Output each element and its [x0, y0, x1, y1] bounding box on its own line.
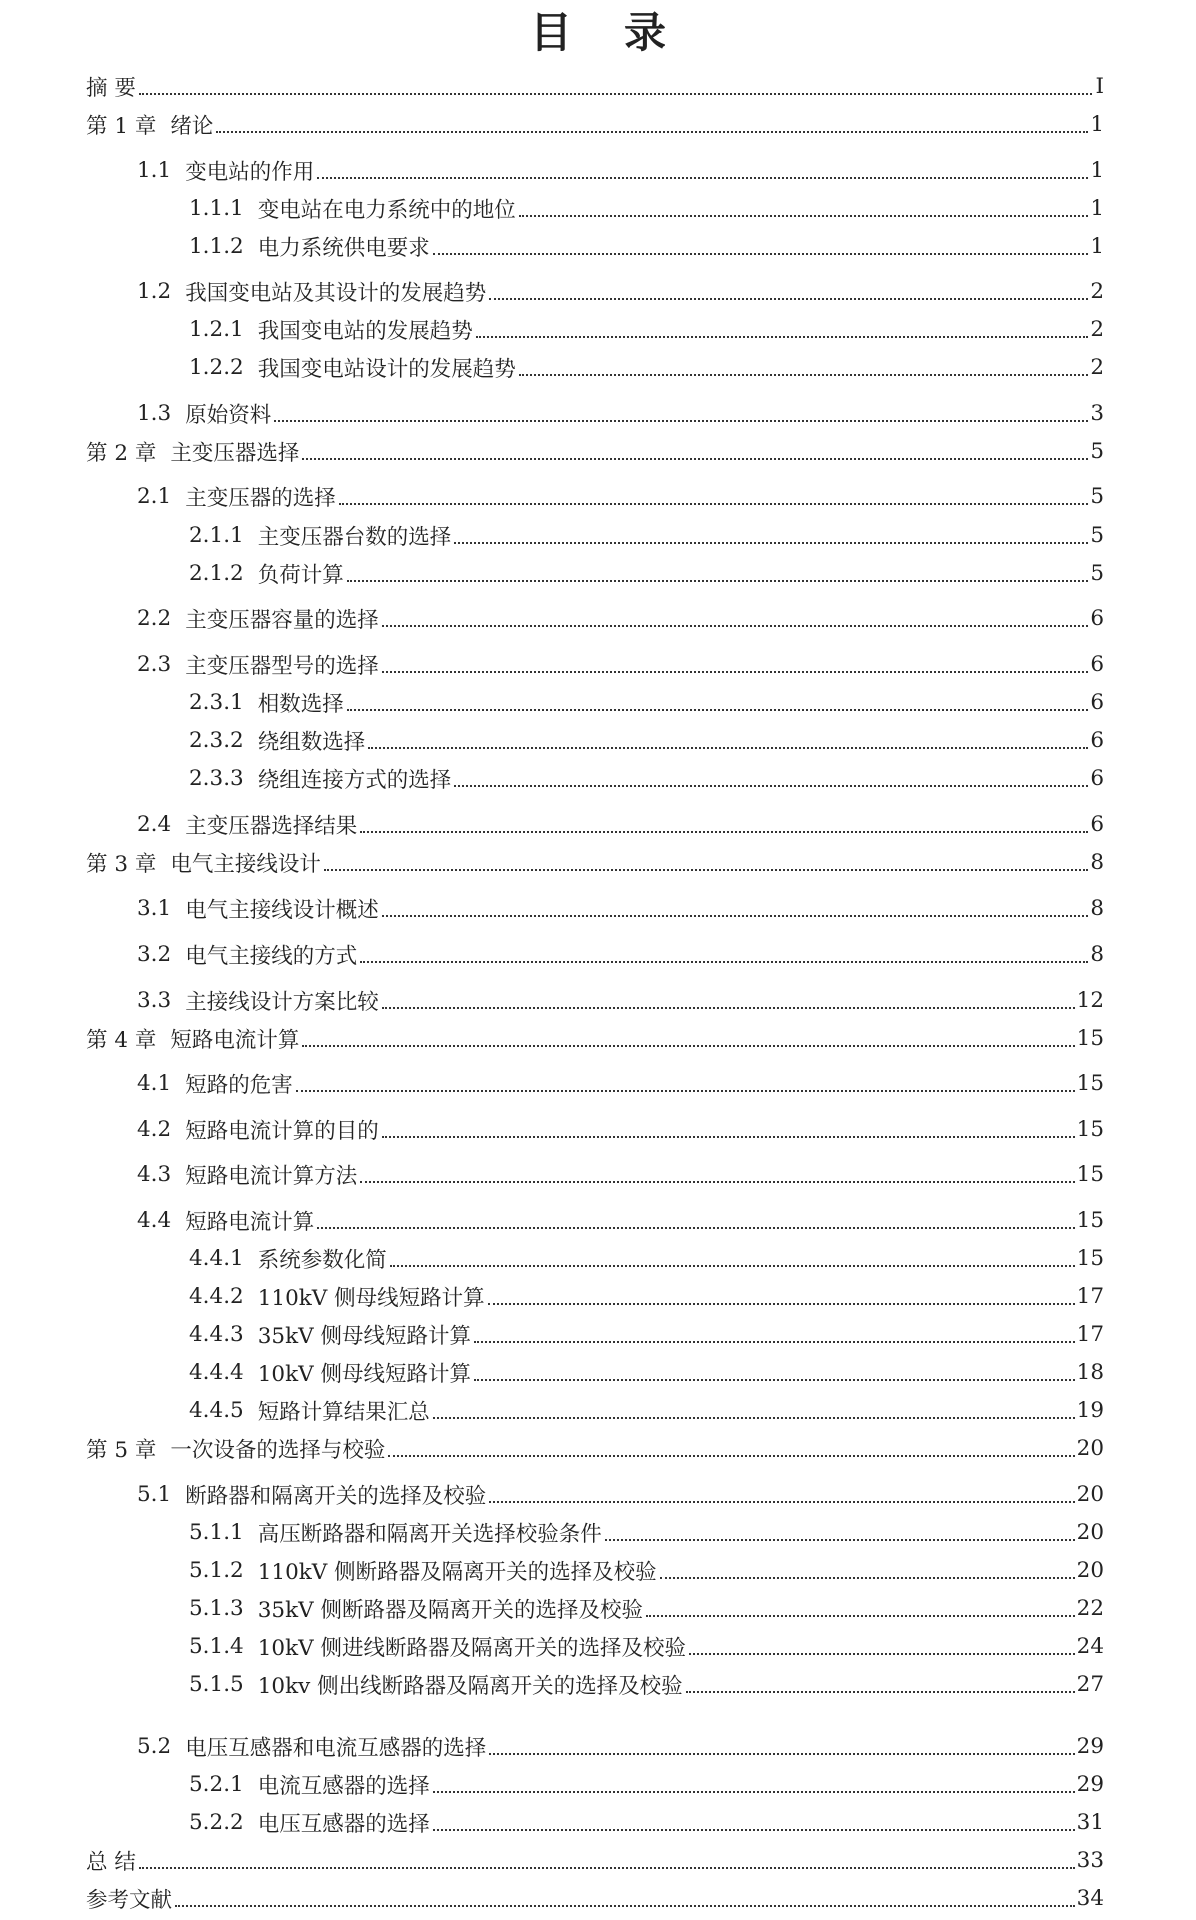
dot-leader [489, 1501, 1074, 1503]
toc-entry-page-number: 22 [1076, 1595, 1104, 1621]
toc-entry [86, 1882, 1104, 1914]
toc-entry-number: 1.3 [137, 400, 172, 426]
toc-entry-title: 短路电流计算 [185, 1209, 315, 1235]
dot-leader [360, 831, 1088, 833]
toc-entry-title: 10kV 侧进线断路器及隔离开关的选择及校验 [257, 1635, 686, 1661]
toc-entry-number: 第 2 章 [86, 440, 157, 466]
toc-entry [189, 1318, 1104, 1350]
toc-entry-title: 电压互感器和电流互感器的选择 [185, 1735, 487, 1761]
toc-entry-number: 4.4.2 [189, 1283, 244, 1309]
toc-entry [137, 1730, 1104, 1762]
toc-entry-page-number: 2 [1090, 354, 1104, 380]
toc-entry [189, 1394, 1104, 1426]
toc-entry-page-number: I [1095, 73, 1104, 99]
toc-entry-page-number: 15 [1076, 1116, 1104, 1142]
toc-entry-title: 35kV 侧断路器及隔离开关的选择及校验 [257, 1597, 643, 1623]
toc-entry [189, 1356, 1104, 1388]
dot-leader [274, 420, 1088, 422]
toc-entry-title: 一次设备的选择与校验 [170, 1437, 386, 1463]
toc-entry [189, 1554, 1104, 1586]
toc-entry [137, 154, 1104, 186]
toc-entry [137, 1067, 1104, 1099]
toc-entry-number: 2.1 [137, 483, 172, 509]
toc-entry-page-number: 6 [1090, 605, 1104, 631]
toc-entry-page-number: 20 [1076, 1519, 1104, 1545]
dot-leader [347, 709, 1089, 711]
toc-entry-title: 主变压器型号的选择 [185, 653, 379, 679]
dot-leader [488, 1303, 1075, 1305]
toc-entry-number: 5.1.2 [189, 1557, 244, 1583]
dot-leader [368, 747, 1088, 749]
toc-entry [137, 397, 1104, 429]
toc-entry-page-number: 6 [1090, 689, 1104, 715]
toc-entry [189, 686, 1104, 718]
dot-leader [474, 1341, 1075, 1343]
toc-entry-page-number: 19 [1076, 1397, 1104, 1423]
toc-entry-number: 2.3 [137, 651, 172, 677]
toc-entry-number: 1.2.1 [189, 316, 244, 342]
toc-entry-page-number: 24 [1076, 1633, 1104, 1659]
toc-entry-page-number: 15 [1076, 1161, 1104, 1187]
toc-entry-number: 第 5 章 [86, 1437, 157, 1463]
toc-entry-title: 电压互感器的选择 [257, 1811, 430, 1837]
toc-entry [189, 1768, 1104, 1800]
toc-entry-number: 5.2 [137, 1733, 172, 1759]
toc-entry-page-number: 5 [1090, 560, 1104, 586]
toc-entry-page-number: 18 [1076, 1359, 1104, 1385]
dot-leader [324, 869, 1088, 871]
toc-entry-page-number: 33 [1076, 1847, 1104, 1873]
dot-leader [382, 625, 1089, 627]
toc-entry-title: 短路电流计算的目的 [185, 1118, 379, 1144]
dot-leader [433, 1829, 1075, 1831]
toc-entry [189, 1280, 1104, 1312]
toc-entry-title: 主变压器的选择 [185, 485, 336, 511]
toc-entry-title: 断路器和隔离开关的选择及校验 [185, 1483, 487, 1509]
toc-entry-page-number: 15 [1076, 1025, 1104, 1051]
toc-entry [137, 984, 1104, 1016]
dot-leader [302, 1045, 1074, 1047]
toc-entry-page-number: 6 [1090, 811, 1104, 837]
toc-entry-number: 5.2.2 [189, 1809, 244, 1835]
toc-entry [137, 1478, 1104, 1510]
toc-entry-page-number: 1 [1090, 233, 1104, 259]
toc-entry-title: 主变压器选择 [170, 440, 300, 466]
toc-entry [86, 846, 1104, 878]
toc-entry-number: 3.1 [137, 895, 172, 921]
toc-entry [86, 108, 1104, 140]
toc-entry-page-number: 1 [1090, 157, 1104, 183]
toc-entry [137, 1158, 1104, 1190]
toc-entry-number: 第 4 章 [86, 1027, 157, 1053]
toc-entry-title: 10kv 侧出线断路器及隔离开关的选择及校验 [257, 1673, 683, 1699]
toc-entry-page-number: 15 [1076, 1245, 1104, 1271]
dot-leader [489, 1753, 1074, 1755]
dot-leader [317, 1227, 1074, 1229]
toc-entry-page-number: 27 [1076, 1671, 1104, 1697]
toc-entry-number: 5.2.1 [189, 1771, 244, 1797]
toc-entry-page-number: 1 [1090, 111, 1104, 137]
toc-entry-title: 短路电流计算方法 [185, 1163, 358, 1189]
toc-entry-page-number: 17 [1076, 1283, 1104, 1309]
dot-leader [433, 1791, 1075, 1793]
toc-entry-title: 我国变电站及其设计的发展趋势 [185, 280, 487, 306]
toc-entry-title: 主变压器台数的选择 [257, 524, 452, 550]
toc-entry-title: 10kV 侧母线短路计算 [257, 1361, 471, 1387]
dot-leader [302, 458, 1088, 460]
toc-entry-page-number: 5 [1090, 438, 1104, 464]
toc-entry-number: 5.1.3 [189, 1595, 244, 1621]
toc-entry-title: 系统参数化简 [257, 1247, 387, 1273]
toc-entry [137, 480, 1104, 512]
toc-entry-title: 主变压器选择结果 [185, 813, 358, 839]
dot-leader [433, 253, 1089, 255]
dot-leader [360, 1181, 1074, 1183]
dot-leader [390, 1265, 1075, 1267]
toc-entry-title: 主接线设计方案比较 [185, 989, 379, 1015]
toc-entry [189, 1516, 1104, 1548]
toc-entry-number: 1.1.1 [189, 195, 244, 221]
toc-entry [86, 1432, 1104, 1464]
toc-entry [189, 1592, 1104, 1624]
toc-entry-number: 第 1 章 [86, 113, 157, 139]
toc-entry-number: 5.1.1 [189, 1519, 244, 1545]
toc-entry-number: 1.2 [137, 278, 172, 304]
toc-entry [86, 70, 1104, 102]
toc-entry-page-number: 15 [1076, 1070, 1104, 1096]
toc-entry [137, 602, 1104, 634]
dot-leader [454, 785, 1088, 787]
toc-entry-title: 电气主接线的方式 [185, 943, 358, 969]
dot-leader [489, 298, 1088, 300]
toc-entry-page-number: 31 [1076, 1809, 1104, 1835]
toc-entry-number: 1.1 [137, 157, 172, 183]
toc-entry-number: 4.4.4 [189, 1359, 244, 1385]
toc-entry-title: 绕组数选择 [257, 729, 366, 755]
toc-entry [137, 808, 1104, 840]
toc-entry-number: 参考文献 [86, 1887, 173, 1913]
dot-leader [339, 503, 1089, 505]
dot-leader [476, 336, 1089, 338]
toc-entry-title: 电力系统供电要求 [257, 235, 430, 261]
toc-entry-title: 短路计算结果汇总 [257, 1399, 430, 1425]
toc-entry-number: 1.2.2 [189, 354, 244, 380]
toc-entry-number: 第 3 章 [86, 851, 157, 877]
toc-entry [189, 192, 1104, 224]
toc-entry-page-number: 6 [1090, 727, 1104, 753]
toc-entry-page-number: 6 [1090, 765, 1104, 791]
toc-entry-number: 2.4 [137, 811, 172, 837]
toc-entry-title: 主变压器容量的选择 [185, 607, 379, 633]
toc-entry-page-number: 17 [1076, 1321, 1104, 1347]
toc-entry [189, 519, 1104, 551]
toc-entry-page-number: 1 [1090, 195, 1104, 221]
toc-entry [189, 557, 1104, 589]
toc-entry-number: 4.4.1 [189, 1245, 244, 1271]
toc-entry-number: 5.1 [137, 1481, 172, 1507]
toc-entry-title: 变电站在电力系统中的地位 [257, 197, 516, 223]
toc-entry [189, 1242, 1104, 1274]
toc-entry-page-number: 5 [1090, 483, 1104, 509]
toc-entry-page-number: 5 [1090, 522, 1104, 548]
toc-entry-title: 我国变电站的发展趋势 [257, 318, 473, 344]
dot-leader [689, 1653, 1075, 1655]
dot-leader [519, 374, 1089, 376]
dot-leader [382, 1007, 1075, 1009]
dot-leader [360, 961, 1088, 963]
toc-entry-page-number: 6 [1090, 651, 1104, 677]
toc-entry [137, 275, 1104, 307]
title-char-1: 目 [529, 8, 572, 57]
toc-entry-title: 变电站的作用 [185, 159, 315, 185]
toc-entry-number: 5.1.5 [189, 1671, 244, 1697]
toc-entry [189, 351, 1104, 383]
toc-entry-title: 绪论 [170, 113, 214, 139]
toc-entry-number: 4.3 [137, 1161, 172, 1187]
toc-entry-page-number: 2 [1090, 316, 1104, 342]
toc-entry-number: 2.2 [137, 605, 172, 631]
title-char-2: 录 [624, 8, 667, 57]
dot-leader [388, 1455, 1074, 1457]
toc-entry-number: 2.3.2 [189, 727, 244, 753]
toc-entry-number: 2.1.1 [189, 522, 244, 548]
toc-entry [189, 724, 1104, 756]
toc-entry [189, 1806, 1104, 1838]
toc-entry-title: 相数选择 [257, 691, 344, 717]
dot-leader [519, 215, 1089, 217]
toc-entry [86, 1844, 1104, 1876]
dot-leader [139, 93, 1092, 95]
toc-entry-number: 4.2 [137, 1116, 172, 1142]
dot-leader [646, 1615, 1075, 1617]
toc-entry-page-number: 8 [1090, 941, 1104, 967]
dot-leader [660, 1577, 1075, 1579]
dot-leader [347, 580, 1089, 582]
toc-entry-page-number: 3 [1090, 400, 1104, 426]
toc-entry-page-number: 2 [1090, 278, 1104, 304]
dot-leader [139, 1867, 1075, 1869]
toc-entry-page-number: 15 [1076, 1207, 1104, 1233]
toc-entry-page-number: 20 [1076, 1557, 1104, 1583]
toc-entry [189, 230, 1104, 262]
dot-leader [605, 1539, 1075, 1541]
toc-entry [137, 1204, 1104, 1236]
toc-entry [137, 1113, 1104, 1145]
dot-leader [216, 131, 1088, 133]
toc-entry-title: 高压断路器和隔离开关选择校验条件 [257, 1521, 602, 1547]
toc-entry [86, 1022, 1104, 1054]
dot-leader [686, 1691, 1075, 1693]
toc-entry-title: 110kV 侧母线短路计算 [257, 1285, 485, 1311]
toc-entry [86, 435, 1104, 467]
dot-leader [175, 1905, 1075, 1907]
toc-entry [189, 313, 1104, 345]
toc-entry [137, 892, 1104, 924]
toc-entry-page-number: 12 [1076, 987, 1104, 1013]
toc-entry-title: 电流互感器的选择 [257, 1773, 430, 1799]
toc-entry-page-number: 20 [1076, 1481, 1104, 1507]
toc-entry-number: 3.3 [137, 987, 172, 1013]
toc-entry-title: 35kV 侧母线短路计算 [257, 1323, 471, 1349]
toc-entry-number: 2.3.1 [189, 689, 244, 715]
toc-entry-page-number: 34 [1076, 1885, 1104, 1911]
dot-leader [382, 915, 1089, 917]
dot-leader [454, 542, 1088, 544]
toc-entry-number: 4.4 [137, 1207, 172, 1233]
toc-entry-number: 2.1.2 [189, 560, 244, 586]
dot-leader [433, 1417, 1075, 1419]
toc-entry-title: 负荷计算 [257, 562, 344, 588]
toc-entry-title: 我国变电站设计的发展趋势 [257, 356, 516, 382]
toc-entry-number: 摘 要 [86, 75, 136, 101]
toc-entry-number: 4.4.5 [189, 1397, 244, 1423]
toc-entry-number: 总 结 [86, 1849, 136, 1875]
toc-entry-number: 3.2 [137, 941, 172, 967]
dot-leader [474, 1379, 1075, 1381]
toc-entry [137, 648, 1104, 680]
dot-leader [382, 1136, 1075, 1138]
dot-leader [296, 1090, 1075, 1092]
toc-entry-title: 电气主接线设计 [170, 851, 321, 877]
toc-entry [137, 938, 1104, 970]
toc-entry [189, 762, 1104, 794]
toc-entry [189, 1630, 1104, 1662]
toc-entry-title: 110kV 侧断路器及隔离开关的选择及校验 [257, 1559, 657, 1585]
toc-entry-title: 绕组连接方式的选择 [257, 767, 452, 793]
toc-entry-title: 短路的危害 [185, 1072, 293, 1098]
toc-entry-page-number: 8 [1090, 849, 1104, 875]
dot-leader [317, 177, 1088, 179]
toc-entry-page-number: 29 [1076, 1771, 1104, 1797]
toc-entry-page-number: 8 [1090, 895, 1104, 921]
toc-entry-number: 4.1 [137, 1070, 172, 1096]
toc-entry-number: 4.4.3 [189, 1321, 244, 1347]
toc-entry-number: 1.1.2 [189, 233, 244, 259]
toc-entry-page-number: 20 [1076, 1435, 1104, 1461]
toc-entry-number: 2.3.3 [189, 765, 244, 791]
toc-entry [189, 1668, 1104, 1700]
toc-entry-page-number: 29 [1076, 1733, 1104, 1759]
dot-leader [382, 671, 1089, 673]
toc-entry-title: 原始资料 [185, 402, 272, 428]
toc-entry-title: 短路电流计算 [170, 1027, 300, 1053]
toc-entry-title: 电气主接线设计概述 [185, 897, 379, 923]
toc-entry-number: 5.1.4 [189, 1633, 244, 1659]
